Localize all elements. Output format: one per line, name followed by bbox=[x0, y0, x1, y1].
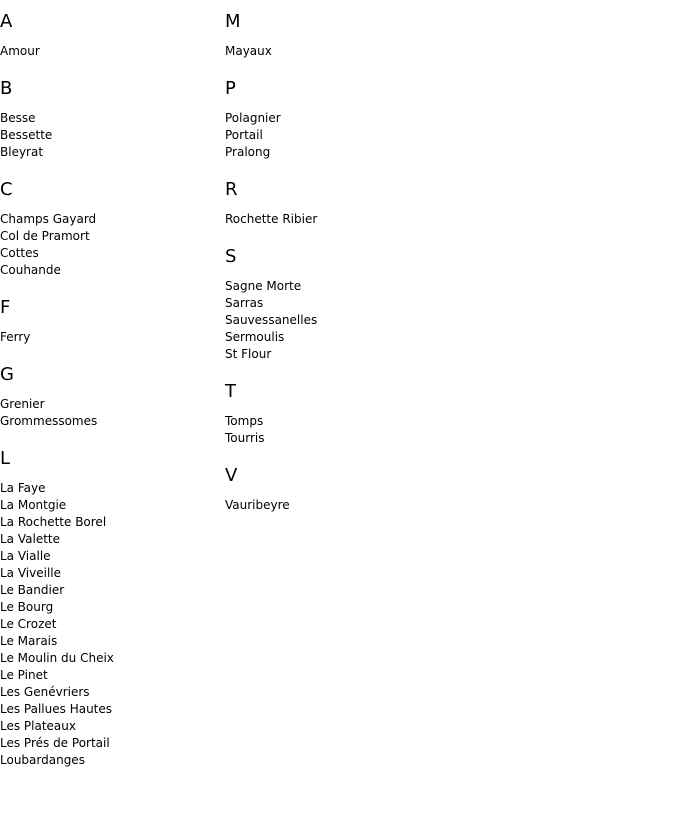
letter-group-g bbox=[0, 365, 225, 430]
place-link[interactable]: St Flour bbox=[225, 347, 272, 361]
place-link[interactable]: Les Pallues Hautes bbox=[0, 702, 113, 716]
place-link[interactable]: Vauribeyre bbox=[225, 498, 290, 512]
place-link[interactable]: Sarras bbox=[225, 296, 264, 310]
place-link[interactable]: Pralong bbox=[225, 145, 271, 159]
letter-heading: V bbox=[225, 465, 238, 486]
place-link[interactable]: Les Plateaux bbox=[0, 719, 76, 733]
letter-heading: G bbox=[0, 364, 14, 385]
letter-group-p bbox=[225, 79, 450, 161]
place-link[interactable]: Sermoulis bbox=[225, 330, 285, 344]
index-column-right bbox=[225, 12, 450, 533]
letter-group-m bbox=[225, 12, 450, 60]
place-link[interactable]: Amour bbox=[0, 44, 40, 58]
place-link[interactable]: Grommessomes bbox=[0, 414, 98, 428]
letter-heading: A bbox=[0, 11, 13, 32]
letter-heading: L bbox=[0, 448, 11, 469]
place-link[interactable]: Bleyrat bbox=[0, 145, 44, 159]
letter-group-c bbox=[0, 180, 225, 279]
place-link[interactable]: Ferry bbox=[0, 330, 31, 344]
letter-heading: P bbox=[225, 78, 236, 99]
letter-heading: B bbox=[0, 78, 13, 99]
place-link[interactable]: La Vialle bbox=[0, 549, 51, 563]
letter-group-a bbox=[0, 12, 225, 60]
letter-heading: T bbox=[225, 381, 236, 402]
place-link[interactable]: Champs Gayard bbox=[0, 212, 97, 226]
place-link[interactable]: Grenier bbox=[0, 397, 45, 411]
place-link[interactable]: Bessette bbox=[0, 128, 53, 142]
letter-heading: C bbox=[0, 179, 13, 200]
letter-group-t bbox=[225, 382, 450, 447]
place-link[interactable]: Besse bbox=[0, 111, 36, 125]
letter-heading: R bbox=[225, 179, 238, 200]
letter-group-s bbox=[225, 247, 450, 363]
place-link[interactable]: Le Crozet bbox=[0, 617, 57, 631]
place-link[interactable]: Les Prés de Portail bbox=[0, 736, 110, 750]
place-link[interactable]: La Valette bbox=[0, 532, 60, 546]
place-link[interactable]: Le Bourg bbox=[0, 600, 54, 614]
place-link[interactable]: Portail bbox=[225, 128, 263, 142]
place-link[interactable]: Loubardanges bbox=[0, 753, 85, 767]
place-link[interactable]: Cottes bbox=[0, 246, 39, 260]
letter-group-b bbox=[0, 79, 225, 161]
letter-group-v bbox=[225, 466, 450, 514]
place-link[interactable]: Le Moulin du Cheix bbox=[0, 651, 114, 665]
place-link[interactable]: Tomps bbox=[225, 414, 264, 428]
place-link[interactable]: Col de Pramort bbox=[0, 229, 90, 243]
place-link[interactable]: Polagnier bbox=[225, 111, 281, 125]
place-link[interactable]: Le Bandier bbox=[0, 583, 65, 597]
letter-heading: F bbox=[0, 297, 11, 318]
place-link[interactable]: La Faye bbox=[0, 481, 46, 495]
place-link[interactable]: Les Genévriers bbox=[0, 685, 90, 699]
letter-heading: M bbox=[225, 11, 241, 32]
letter-heading: S bbox=[225, 246, 237, 267]
place-link[interactable]: La Viveille bbox=[0, 566, 62, 580]
place-link[interactable]: Le Marais bbox=[0, 634, 58, 648]
place-link[interactable]: Le Pinet bbox=[0, 668, 48, 682]
place-link[interactable]: Rochette Ribier bbox=[225, 212, 318, 226]
place-link[interactable]: Mayaux bbox=[225, 44, 272, 58]
place-link[interactable]: Sagne Morte bbox=[225, 279, 302, 293]
index-column-left bbox=[0, 12, 225, 788]
place-link[interactable]: Tourris bbox=[225, 431, 265, 445]
place-link[interactable]: La Montgie bbox=[0, 498, 67, 512]
place-link[interactable]: Sauvessanelles bbox=[225, 313, 318, 327]
letter-group-l bbox=[0, 449, 225, 769]
letter-group-f bbox=[0, 298, 225, 346]
place-link[interactable]: La Rochette Borel bbox=[0, 515, 107, 529]
letter-group-r bbox=[225, 180, 450, 228]
place-link[interactable]: Couhande bbox=[0, 263, 61, 277]
